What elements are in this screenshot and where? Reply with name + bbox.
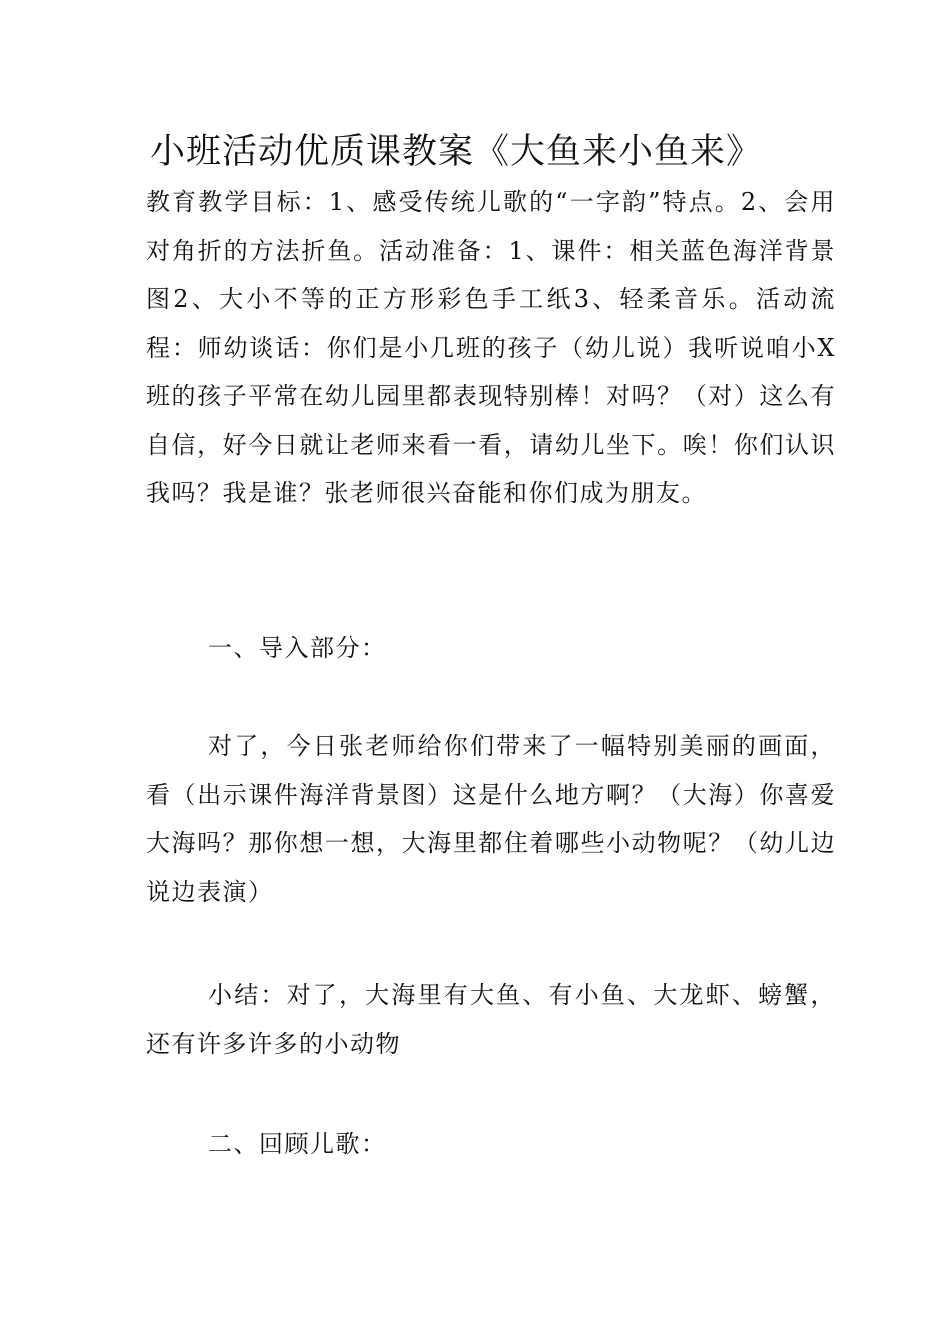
paragraph-intro: 教育教学目标：1、感受传统儿歌的“一字韵”特点。2、会用对角折的方法折鱼。活动准备：1、课件：相关蓝色海洋背景图2、大小不等的正方形彩色手工纸3、轻柔音乐。活动流程：师幼谈话：你们是小几班的孩子（幼儿说）我听说咱小X班的孩子平常在幼儿园里都表现特别棒！对吗？（对）这么有自信，好今日就让老师来看一看，请幼儿坐下。唉！你们认识我吗？我是谁？张老师很兴奋能和你们成为朋友。 (146, 188, 836, 507)
paragraph-intro-activity: 对了，今日张老师给你们带来了一幅特别美丽的画面，看（出示课件海洋背景图）这是什么地方啊？（大海）你喜爱大海吗？那你想一想，大海里都住着哪些小动物呢？（幼儿边说边表演） (146, 732, 836, 906)
section-heading-review: 二、回顾儿歌： (208, 1130, 387, 1158)
document-title: 小班活动优质课教案《大鱼来小鱼来》 (150, 132, 763, 172)
paragraph-summary: 小结：对了，大海里有大鱼、有小鱼、大龙虾、螃蟹，还有许多许多的小动物 (146, 981, 836, 1058)
section-heading-intro: 一、导入部分： (208, 634, 387, 662)
